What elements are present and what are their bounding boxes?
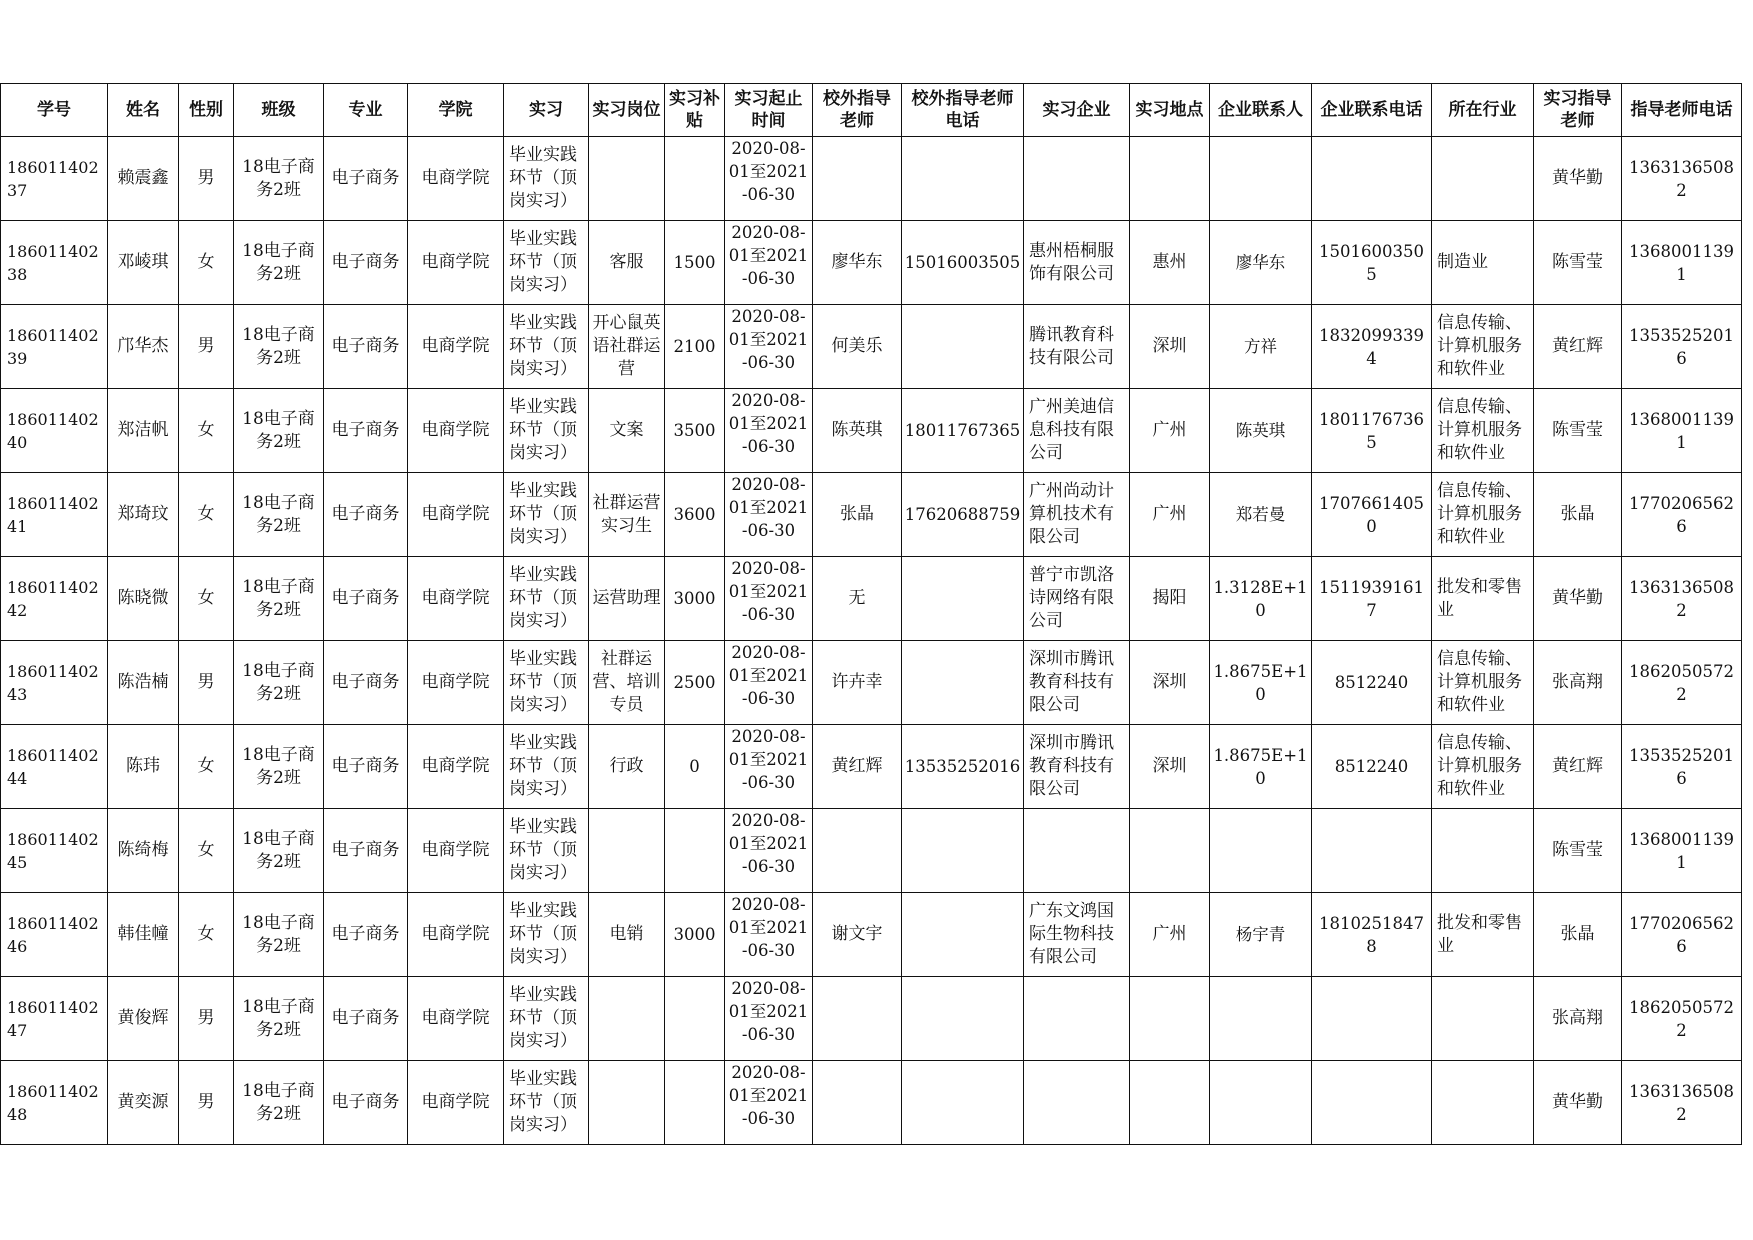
subsidy-cell: 0 xyxy=(665,725,725,809)
company-phone-cell xyxy=(1312,1061,1432,1145)
teacher-phone-cell: 13631365082 xyxy=(1622,557,1742,641)
location-cell: 广州 xyxy=(1130,893,1210,977)
period-text: 2020-08-01至2021-06-30 xyxy=(728,811,809,876)
teacher-phone-cell: 13680011391 xyxy=(1622,389,1742,473)
major-cell: 电子商务 xyxy=(324,305,408,389)
college-cell: 电商学院 xyxy=(408,473,504,557)
company-cell: 腾讯教育科技有限公司 xyxy=(1024,305,1130,389)
header-external-mentor: 校外指导老师 xyxy=(813,84,902,137)
teacher-phone-cell: 17702065626 xyxy=(1622,473,1742,557)
period-cell xyxy=(725,641,813,725)
industry-cell: 批发和零售业 xyxy=(1432,893,1534,977)
name-cell: 韩佳幢 xyxy=(108,893,179,977)
position-cell: 运营助理 xyxy=(589,557,665,641)
major-cell: 电子商务 xyxy=(324,809,408,893)
class-cell: 18电子商务2班 xyxy=(234,725,324,809)
internship-cell: 毕业实践环节（顶岗实习） xyxy=(504,305,589,389)
header-location: 实习地点 xyxy=(1130,84,1210,137)
location-cell: 深圳 xyxy=(1130,725,1210,809)
company-phone-cell: 18320993394 xyxy=(1312,305,1432,389)
student-id-cell: 18601140247 xyxy=(1,977,108,1061)
name-cell: 陈绮梅 xyxy=(108,809,179,893)
table-row xyxy=(1,977,1742,1061)
industry-cell xyxy=(1432,1061,1534,1145)
industry-cell: 信息传输、计算机服务和软件业 xyxy=(1432,725,1534,809)
internship-teacher-cell: 黄华勤 xyxy=(1534,137,1622,221)
student-id-cell: 18601140242 xyxy=(1,557,108,641)
gender-cell: 女 xyxy=(179,893,234,977)
gender-cell: 男 xyxy=(179,1061,234,1145)
major-cell: 电子商务 xyxy=(324,473,408,557)
external-mentor-cell: 无 xyxy=(813,557,902,641)
internship-teacher-cell: 张晶 xyxy=(1534,893,1622,977)
internship-cell: 毕业实践环节（顶岗实习） xyxy=(504,1061,589,1145)
table-row xyxy=(1,725,1742,809)
teacher-phone-cell: 13680011391 xyxy=(1622,221,1742,305)
period-cell xyxy=(725,725,813,809)
internship-table xyxy=(0,83,1742,1145)
gender-cell: 女 xyxy=(179,557,234,641)
company-contact-cell: 郑若曼 xyxy=(1210,473,1312,557)
external-mentor-phone-cell: 18011767365 xyxy=(902,389,1024,473)
period-text: 2020-08-01至2021-06-30 xyxy=(728,895,809,960)
internship-cell: 毕业实践环节（顶岗实习） xyxy=(504,221,589,305)
student-id-cell: 18601140237 xyxy=(1,137,108,221)
company-contact-cell: 陈英琪 xyxy=(1210,389,1312,473)
location-cell: 广州 xyxy=(1130,473,1210,557)
company-phone-cell: 8512240 xyxy=(1312,641,1432,725)
internship-teacher-cell: 陈雪莹 xyxy=(1534,221,1622,305)
header-internship-teacher: 实习指导老师 xyxy=(1534,84,1622,137)
external-mentor-cell: 何美乐 xyxy=(813,305,902,389)
name-cell: 邓崚琪 xyxy=(108,221,179,305)
company-contact-cell: 1.8675E+10 xyxy=(1210,725,1312,809)
position-cell: 行政 xyxy=(589,725,665,809)
company-contact-cell xyxy=(1210,977,1312,1061)
position-cell xyxy=(589,809,665,893)
student-id-cell: 18601140238 xyxy=(1,221,108,305)
table-header xyxy=(1,84,1742,137)
period-cell xyxy=(725,389,813,473)
period-text: 2020-08-01至2021-06-30 xyxy=(728,391,809,456)
table-row xyxy=(1,1061,1742,1145)
period-text: 2020-08-01至2021-06-30 xyxy=(728,643,809,708)
period-cell xyxy=(725,809,813,893)
location-cell: 广州 xyxy=(1130,389,1210,473)
external-mentor-phone-cell xyxy=(902,809,1024,893)
teacher-phone-cell: 17702065626 xyxy=(1622,893,1742,977)
subsidy-cell: 3600 xyxy=(665,473,725,557)
student-id-cell: 18601140248 xyxy=(1,1061,108,1145)
period-cell xyxy=(725,1061,813,1145)
name-cell: 郑洁帆 xyxy=(108,389,179,473)
external-mentor-phone-cell: 15016003505 xyxy=(902,221,1024,305)
header-class: 班级 xyxy=(234,84,324,137)
company-contact-cell: 杨宇青 xyxy=(1210,893,1312,977)
header-external-mentor-phone: 校外指导老师电话 xyxy=(902,84,1024,137)
period-cell xyxy=(725,221,813,305)
name-cell: 黄俊辉 xyxy=(108,977,179,1061)
location-cell xyxy=(1130,809,1210,893)
header-name: 姓名 xyxy=(108,84,179,137)
period-text: 2020-08-01至2021-06-30 xyxy=(728,727,809,792)
period-text: 2020-08-01至2021-06-30 xyxy=(728,475,809,540)
class-cell: 18电子商务2班 xyxy=(234,977,324,1061)
college-cell: 电商学院 xyxy=(408,893,504,977)
company-phone-cell: 18102518478 xyxy=(1312,893,1432,977)
college-cell: 电商学院 xyxy=(408,557,504,641)
company-cell: 深圳市腾讯教育科技有限公司 xyxy=(1024,641,1130,725)
header-student-id: 学号 xyxy=(1,84,108,137)
class-cell: 18电子商务2班 xyxy=(234,1061,324,1145)
external-mentor-phone-cell: 13535252016 xyxy=(902,725,1024,809)
name-cell: 郑琦玟 xyxy=(108,473,179,557)
header-period: 实习起止时间 xyxy=(725,84,813,137)
external-mentor-phone-cell xyxy=(902,137,1024,221)
student-id-cell: 18601140243 xyxy=(1,641,108,725)
major-cell: 电子商务 xyxy=(324,137,408,221)
college-cell: 电商学院 xyxy=(408,977,504,1061)
company-cell: 广州美迪信息科技有限公司 xyxy=(1024,389,1130,473)
table-row xyxy=(1,305,1742,389)
position-cell xyxy=(589,977,665,1061)
position-cell: 客服 xyxy=(589,221,665,305)
header-position: 实习岗位 xyxy=(589,84,665,137)
internship-teacher-cell: 黄红辉 xyxy=(1534,305,1622,389)
industry-cell xyxy=(1432,137,1534,221)
industry-cell: 信息传输、计算机服务和软件业 xyxy=(1432,305,1534,389)
internship-teacher-cell: 黄华勤 xyxy=(1534,557,1622,641)
external-mentor-phone-cell xyxy=(902,977,1024,1061)
company-phone-cell: 17076614050 xyxy=(1312,473,1432,557)
position-cell xyxy=(589,1061,665,1145)
name-cell: 陈晓微 xyxy=(108,557,179,641)
external-mentor-cell: 许卉幸 xyxy=(813,641,902,725)
period-cell xyxy=(725,977,813,1061)
industry-cell: 信息传输、计算机服务和软件业 xyxy=(1432,473,1534,557)
major-cell: 电子商务 xyxy=(324,641,408,725)
period-text: 2020-08-01至2021-06-30 xyxy=(728,979,809,1044)
subsidy-cell xyxy=(665,1061,725,1145)
internship-cell: 毕业实践环节（顶岗实习） xyxy=(504,137,589,221)
student-id-cell: 18601140246 xyxy=(1,893,108,977)
industry-cell: 信息传输、计算机服务和软件业 xyxy=(1432,641,1534,725)
external-mentor-cell: 陈英琪 xyxy=(813,389,902,473)
student-id-cell: 18601140240 xyxy=(1,389,108,473)
location-cell: 揭阳 xyxy=(1130,557,1210,641)
external-mentor-phone-cell xyxy=(902,641,1024,725)
college-cell: 电商学院 xyxy=(408,389,504,473)
internship-cell: 毕业实践环节（顶岗实习） xyxy=(504,725,589,809)
gender-cell: 男 xyxy=(179,977,234,1061)
subsidy-cell: 3000 xyxy=(665,893,725,977)
external-mentor-phone-cell xyxy=(902,1061,1024,1145)
position-cell: 文案 xyxy=(589,389,665,473)
name-cell: 陈浩楠 xyxy=(108,641,179,725)
company-phone-cell: 15016003505 xyxy=(1312,221,1432,305)
internship-teacher-cell: 张高翔 xyxy=(1534,977,1622,1061)
external-mentor-phone-cell xyxy=(902,557,1024,641)
table-row xyxy=(1,389,1742,473)
period-text: 2020-08-01至2021-06-30 xyxy=(728,559,809,624)
class-cell: 18电子商务2班 xyxy=(234,137,324,221)
subsidy-cell xyxy=(665,977,725,1061)
company-cell xyxy=(1024,809,1130,893)
header-company: 实习企业 xyxy=(1024,84,1130,137)
teacher-phone-cell: 13535252016 xyxy=(1622,725,1742,809)
gender-cell: 女 xyxy=(179,725,234,809)
external-mentor-cell xyxy=(813,809,902,893)
period-cell xyxy=(725,557,813,641)
table-row xyxy=(1,893,1742,977)
company-contact-cell xyxy=(1210,1061,1312,1145)
company-phone-cell xyxy=(1312,977,1432,1061)
period-cell xyxy=(725,473,813,557)
teacher-phone-cell: 13535252016 xyxy=(1622,305,1742,389)
position-cell xyxy=(589,137,665,221)
table-body xyxy=(1,137,1742,1145)
teacher-phone-cell: 13680011391 xyxy=(1622,809,1742,893)
class-cell: 18电子商务2班 xyxy=(234,305,324,389)
college-cell: 电商学院 xyxy=(408,641,504,725)
college-cell: 电商学院 xyxy=(408,137,504,221)
college-cell: 电商学院 xyxy=(408,1061,504,1145)
header-industry: 所在行业 xyxy=(1432,84,1534,137)
internship-cell: 毕业实践环节（顶岗实习） xyxy=(504,557,589,641)
major-cell: 电子商务 xyxy=(324,893,408,977)
gender-cell: 女 xyxy=(179,389,234,473)
table-row xyxy=(1,221,1742,305)
table-row xyxy=(1,557,1742,641)
position-cell: 开心鼠英语社群运营 xyxy=(589,305,665,389)
period-cell xyxy=(725,137,813,221)
internship-teacher-cell: 黄华勤 xyxy=(1534,1061,1622,1145)
header-gender: 性别 xyxy=(179,84,234,137)
company-contact-cell: 1.3128E+10 xyxy=(1210,557,1312,641)
external-mentor-cell: 张晶 xyxy=(813,473,902,557)
location-cell xyxy=(1130,137,1210,221)
college-cell: 电商学院 xyxy=(408,221,504,305)
student-id-cell: 18601140239 xyxy=(1,305,108,389)
company-cell: 深圳市腾讯教育科技有限公司 xyxy=(1024,725,1130,809)
internship-cell: 毕业实践环节（顶岗实习） xyxy=(504,473,589,557)
company-contact-cell: 廖华东 xyxy=(1210,221,1312,305)
period-text: 2020-08-01至2021-06-30 xyxy=(728,139,809,204)
gender-cell: 女 xyxy=(179,809,234,893)
class-cell: 18电子商务2班 xyxy=(234,389,324,473)
internship-teacher-cell: 陈雪莹 xyxy=(1534,809,1622,893)
company-contact-cell: 1.8675E+10 xyxy=(1210,641,1312,725)
location-cell: 深圳 xyxy=(1130,641,1210,725)
company-contact-cell: 方祥 xyxy=(1210,305,1312,389)
position-cell: 电销 xyxy=(589,893,665,977)
teacher-phone-cell: 13631365082 xyxy=(1622,137,1742,221)
class-cell: 18电子商务2班 xyxy=(234,473,324,557)
subsidy-cell: 3500 xyxy=(665,389,725,473)
period-text: 2020-08-01至2021-06-30 xyxy=(728,307,809,372)
gender-cell: 女 xyxy=(179,473,234,557)
class-cell: 18电子商务2班 xyxy=(234,809,324,893)
internship-teacher-cell: 黄红辉 xyxy=(1534,725,1622,809)
internship-cell: 毕业实践环节（顶岗实习） xyxy=(504,893,589,977)
header-subsidy: 实习补贴 xyxy=(665,84,725,137)
major-cell: 电子商务 xyxy=(324,389,408,473)
external-mentor-phone-cell xyxy=(902,893,1024,977)
major-cell: 电子商务 xyxy=(324,977,408,1061)
internship-teacher-cell: 张高翔 xyxy=(1534,641,1622,725)
major-cell: 电子商务 xyxy=(324,725,408,809)
external-mentor-phone-cell: 17620688759 xyxy=(902,473,1024,557)
internship-teacher-cell: 陈雪莹 xyxy=(1534,389,1622,473)
company-contact-cell xyxy=(1210,809,1312,893)
company-cell xyxy=(1024,137,1130,221)
class-cell: 18电子商务2班 xyxy=(234,221,324,305)
external-mentor-phone-cell xyxy=(902,305,1024,389)
company-contact-cell xyxy=(1210,137,1312,221)
name-cell: 邝华杰 xyxy=(108,305,179,389)
name-cell: 黄奕源 xyxy=(108,1061,179,1145)
internship-teacher-cell: 张晶 xyxy=(1534,473,1622,557)
period-text: 2020-08-01至2021-06-30 xyxy=(728,223,809,288)
class-cell: 18电子商务2班 xyxy=(234,641,324,725)
external-mentor-cell xyxy=(813,1061,902,1145)
industry-cell xyxy=(1432,977,1534,1061)
subsidy-cell xyxy=(665,809,725,893)
industry-cell xyxy=(1432,809,1534,893)
college-cell: 电商学院 xyxy=(408,725,504,809)
industry-cell: 批发和零售业 xyxy=(1432,557,1534,641)
class-cell: 18电子商务2班 xyxy=(234,893,324,977)
table-row xyxy=(1,641,1742,725)
company-cell: 惠州梧桐服饰有限公司 xyxy=(1024,221,1130,305)
period-cell xyxy=(725,893,813,977)
position-cell: 社群运营实习生 xyxy=(589,473,665,557)
company-phone-cell xyxy=(1312,809,1432,893)
class-cell: 18电子商务2班 xyxy=(234,557,324,641)
company-phone-cell: 8512240 xyxy=(1312,725,1432,809)
subsidy-cell: 1500 xyxy=(665,221,725,305)
table-row xyxy=(1,473,1742,557)
internship-cell: 毕业实践环节（顶岗实习） xyxy=(504,389,589,473)
gender-cell: 男 xyxy=(179,641,234,725)
position-cell: 社群运营、培训专员 xyxy=(589,641,665,725)
company-phone-cell: 15119391617 xyxy=(1312,557,1432,641)
header-company-phone: 企业联系电话 xyxy=(1312,84,1432,137)
period-text: 2020-08-01至2021-06-30 xyxy=(728,1063,809,1128)
header-internship: 实习 xyxy=(504,84,589,137)
college-cell: 电商学院 xyxy=(408,305,504,389)
internship-cell: 毕业实践环节（顶岗实习） xyxy=(504,641,589,725)
gender-cell: 男 xyxy=(179,137,234,221)
major-cell: 电子商务 xyxy=(324,1061,408,1145)
company-phone-cell: 18011767365 xyxy=(1312,389,1432,473)
college-cell: 电商学院 xyxy=(408,809,504,893)
header-company-contact: 企业联系人 xyxy=(1210,84,1312,137)
subsidy-cell xyxy=(665,137,725,221)
major-cell: 电子商务 xyxy=(324,221,408,305)
table-row xyxy=(1,809,1742,893)
company-cell: 广州尚动计算机技术有限公司 xyxy=(1024,473,1130,557)
company-cell: 普宁市凯洛诗网络有限公司 xyxy=(1024,557,1130,641)
header-college: 学院 xyxy=(408,84,504,137)
industry-cell: 制造业 xyxy=(1432,221,1534,305)
external-mentor-cell: 谢文宇 xyxy=(813,893,902,977)
internship-cell: 毕业实践环节（顶岗实习） xyxy=(504,977,589,1061)
header-teacher-phone: 指导老师电话 xyxy=(1622,84,1742,137)
industry-cell: 信息传输、计算机服务和软件业 xyxy=(1432,389,1534,473)
subsidy-cell: 2500 xyxy=(665,641,725,725)
gender-cell: 女 xyxy=(179,221,234,305)
external-mentor-cell: 黄红辉 xyxy=(813,725,902,809)
company-cell: 广东文鸿国际生物科技有限公司 xyxy=(1024,893,1130,977)
external-mentor-cell xyxy=(813,137,902,221)
period-cell xyxy=(725,305,813,389)
teacher-phone-cell: 18620505722 xyxy=(1622,641,1742,725)
subsidy-cell: 2100 xyxy=(665,305,725,389)
student-id-cell: 18601140245 xyxy=(1,809,108,893)
teacher-phone-cell: 13631365082 xyxy=(1622,1061,1742,1145)
external-mentor-cell xyxy=(813,977,902,1061)
table-row xyxy=(1,137,1742,221)
internship-cell: 毕业实践环节（顶岗实习） xyxy=(504,809,589,893)
company-cell xyxy=(1024,1061,1130,1145)
location-cell xyxy=(1130,1061,1210,1145)
name-cell: 陈玮 xyxy=(108,725,179,809)
teacher-phone-cell: 18620505722 xyxy=(1622,977,1742,1061)
company-phone-cell xyxy=(1312,137,1432,221)
location-cell xyxy=(1130,977,1210,1061)
company-cell xyxy=(1024,977,1130,1061)
name-cell: 赖震鑫 xyxy=(108,137,179,221)
location-cell: 深圳 xyxy=(1130,305,1210,389)
external-mentor-cell: 廖华东 xyxy=(813,221,902,305)
subsidy-cell: 3000 xyxy=(665,557,725,641)
major-cell: 电子商务 xyxy=(324,557,408,641)
gender-cell: 男 xyxy=(179,305,234,389)
student-id-cell: 18601140241 xyxy=(1,473,108,557)
student-id-cell: 18601140244 xyxy=(1,725,108,809)
header-major: 专业 xyxy=(324,84,408,137)
location-cell: 惠州 xyxy=(1130,221,1210,305)
